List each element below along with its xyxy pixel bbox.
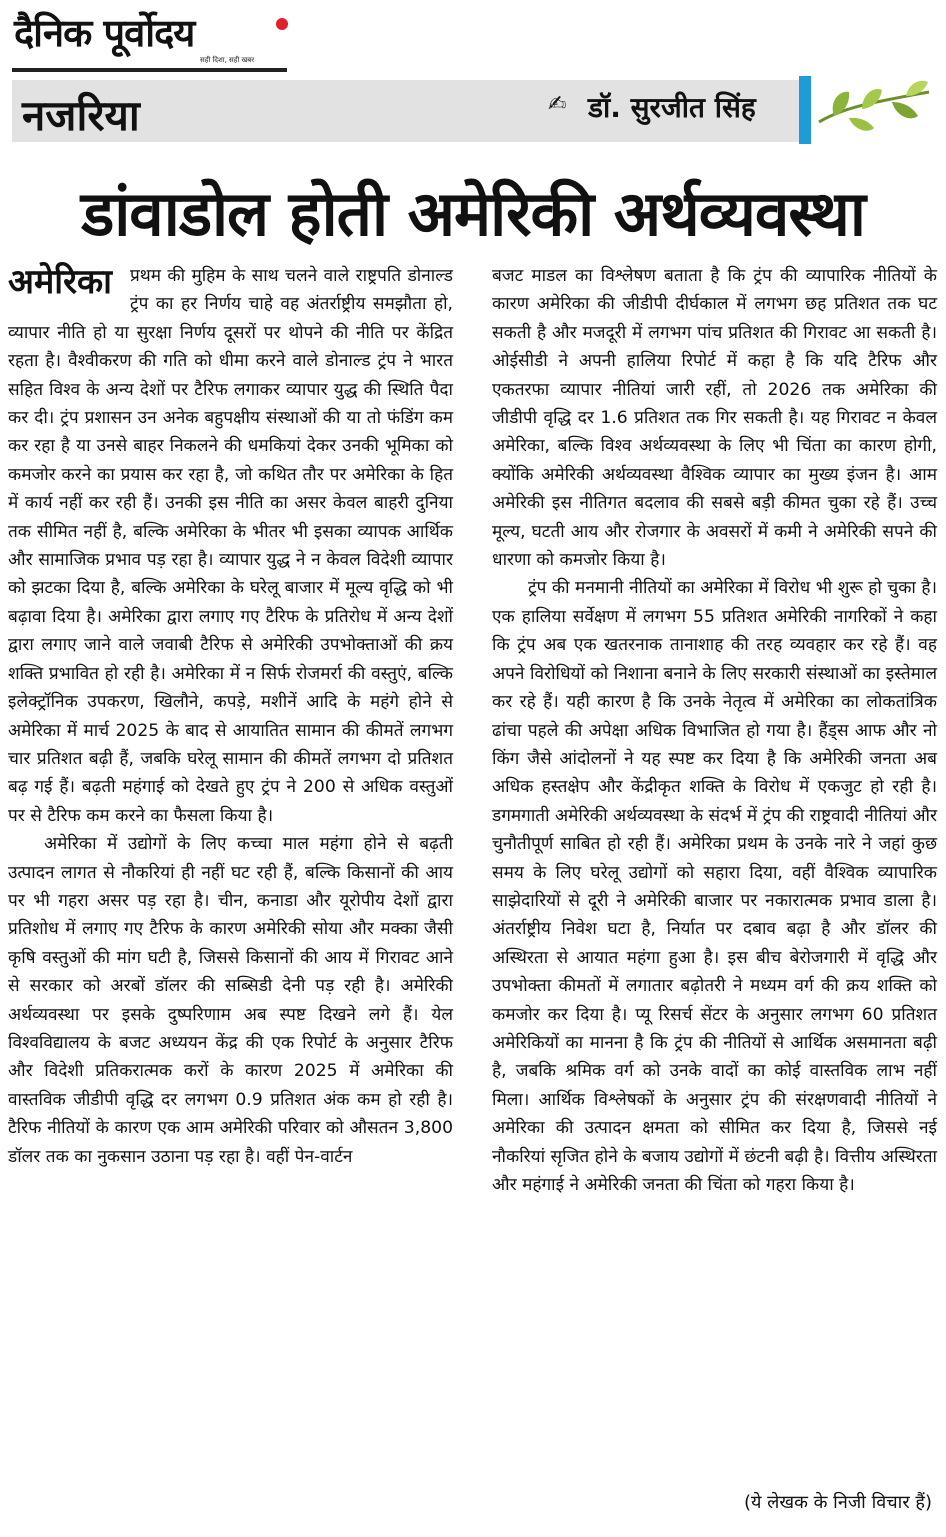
paragraph-1-text: प्रथम की मुहिम के साथ चलने वाले राष्ट्रपति डोनाल्ड ट्रंप का हर निर्णय चाहे वह अंतर्राष्ट्रीय समझौता हो, व्यापार नीति हो या सुरक्षा निर्णय दूसरों पर थोपने की नीति पर केंद्रित रहता है। वैश्वीकरण की गति को धीमा करने वाले डोनाल्ड ट्रंप ने भारत सहित विश्व के अन्य देशों पर टैरिफ लगाकर व्यापार युद्ध की स्थिति पैदा कर दी। ट्रंप प्रशासन उन अनेक बहुपक्षीय संस्थाओं की या तो फंडिंग कम कर रहा है या उनसे बाहर निकलने की धमकियां देकर उनकी भूमिका को कमजोर करने का प्रयास कर रहा है, जो कथित तौर पर अमेरिका के हित में कार्य नहीं कर रही हैं। उनकी इस नीति का असर केवल बाहरी दुनिया तक सीमित नहीं है, बल्कि अमेरिका के भीतर भी इसका व्यापक आर्थिक और सामाजिक प्रभाव पड़ रहा है। व्यापार युद्ध ने न केवल विदेशी व्यापार को झटका दिया है, बल्कि अमेरिका के घरेलू बाजार में मूल्य वृद्धि को भी बढ़ावा दिया है। अमेरिका द्वारा लगाए गए टैरिफ के प्रतिरोध में अन्य देशों द्वारा लगाए जाने वाले जवाबी टैरिफ से अमेरिकी उपभोक्ताओं की क्रय शक्ति प्रभावित हो रही है। अमेरिका में न सिर्फ रोजमर्रा की वस्तुएं, बल्कि इलेक्ट्रॉनिक उपकरण, खिलौने, कपड़े, मशीनें आदि के महंगे होने से अमेरिका में मार्च 2025 के बाद से आयातित सामान की कीमतें लगभग चार प्रतिशत बढ़ी हैं, जबकि घरेलू सामान की कीमतें लगभग दो प्रतिशत बढ़ गई हैं। बढ़ती महंगाई को देखते हुए ट्रंप ने 200 से अधिक वस्तुओं पर से टैरिफ कम करने का फैसला किया है।	[8, 266, 453, 826]
newspaper-tagline: सही दिशा, सही खबर	[200, 56, 255, 64]
section-title: नजरिया	[22, 91, 140, 140]
lead-dropword: अमेरिका	[8, 262, 112, 302]
author-name: डॉ. सुरजीत सिंह	[588, 91, 756, 124]
masthead-dot-icon	[276, 18, 288, 30]
newspaper-name: दैनिक पूर्वोदय	[14, 11, 195, 55]
article-paragraph-2: अमेरिका में उद्योगों के लिए कच्चा माल महंगा होने से बढ़ती उत्पादन लागत से नौकरियां ही नहीं घट रही हैं, बल्कि किसानों की आय पर भी गहरा असर पड़ रहा है। चीन, कनाडा और यूरोपीय देशों द्वारा प्रतिशोध में लगाए गए टैरिफ के कारण अमेरिकी सोया और मक्का जैसी कृषि वस्तुओं की मांग घटी है, जिससे किसानों की आय में गिरावट आने से सरकार को अरबों डॉलर की सब्सिडी देनी पड़ रही है। अमेरिकी अर्थव्यवस्था पर इसके दुष्परिणाम अब स्पष्ट दिखने लगे हैं। येल विश्वविद्यालय के बजट अध्ययन केंद्र की एक रिपोर्ट के अनुसार टैरिफ और विदेशी प्रतिकरात्मक करों के कारण 2025 में अमेरिका की वास्तविक जीडीपी वृद्धि दर लगभग 0.9 प्रतिशत अंक कम हो रही है। टैरिफ नीतियों के कारण एक आम अमेरिकी परिवार को औसतन 3,800 डॉलर तक का नुकसान उठाना पड़ रहा है। वहीं पेन-वार्टन	[8, 834, 453, 1167]
article-paragraph-4: ट्रंप की मनमानी नीतियों का अमेरिका में विरोध भी शुरू हो चुका है। एक हालिया सर्वेक्षण में लगभग 55 प्रतिशत अमेरिकी नागरिकों ने कहा कि ट्रंप अब एक खतरनाक तानाशाह की तरह व्यवहार कर रहे हैं। वह अपने विरोधियों को निशाना बनाने के लिए सरकारी संस्थाओं का इस्तेमाल कर रहे हैं। यही कारण है कि उनके नेतृत्व में अमेरिका का लोकतांत्रिक ढांचा पहले की अपेक्षा अधिक विभाजित हो गया है। हैंड्स आफ और नो किंग जैसे आंदोलनों ने यह स्पष्ट कर दिया है कि अमेरिकी जनता अब अधिक हस्तक्षेप और केंद्रीकृत शक्ति के विरोध में एकजुट हो रही है। डगमगाती अमेरिकी अर्थव्यवस्था के संदर्भ में ट्रंप की राष्ट्रवादी नीतियां और चुनौतीपूर्ण साबित हो रही हैं। अमेरिका प्रथम के उनके नारे ने जहां कुछ समय के लिए घरेलू उद्योगों को सहारा दिया, वहीं वैश्विक व्यापारिक साझेदारियों से दूरी ने अमेरिकी बाजार पर नकारात्मक प्रभाव डाला है। अंतर्राष्ट्रीय निवेश घटा है, निर्यात पर दबाव बढ़ा है और डॉलर की अस्थिरता से आयात महंगा हुआ है। इस बीच बेरोजगारी में वृद्धि और उपभोक्ता कीमतों में लगातार बढ़ोतरी ने मध्यम वर्ग की क्रय शक्ति को कमजोर कर दिया है। प्यू रिसर्च सेंटर के अनुसार लगभग 60 प्रतिशत अमेरिकियों का मानना है कि ट्रंप की नीतियों से आर्थिक असमानता बढ़ी है, जबकि श्रमिक वर्ग को उनके वादों का कोई वास्तविक लाभ नहीं मिला। आर्थिक विश्लेषकों के अनुसार ट्रंप की संरक्षणवादी नीतियों ने अमेरिका की उत्पादन क्षमता को सीमित कर दिया है, जिससे नई नौकरियां सृजित होने के बजाय उद्योगों में छंटनी बढ़ी है। वित्तीय अस्थिरता और महंगाई ने अमेरिकी जनता की चिंता को गहरा किया है।	[492, 578, 937, 1195]
masthead-rule	[12, 68, 287, 72]
pen-icon: ✍	[548, 92, 567, 117]
author-disclaimer: (ये लेखक के निजी विचार हैं)	[743, 1492, 932, 1513]
article-column-left	[8, 262, 453, 1171]
article-headline: डांवाडोल होती अमेरिकी अर्थव्यवस्था	[81, 177, 865, 250]
article-column-right	[492, 262, 937, 1199]
article-paragraph-1	[8, 262, 453, 830]
accent-bar	[799, 76, 811, 144]
leaf-decoration-icon	[814, 72, 934, 142]
masthead	[12, 6, 287, 68]
article-paragraph-3: बजट माडल का विश्लेषण बताता है कि ट्रंप की व्यापारिक नीतियों के कारण अमेरिका की जीडीपी दीर्घकाल में लगभग छह प्रतिशत तक घट सकती है और मजदूरी में लगभग पांच प्रतिशत की गिरावट आ सकती है। ओईसीडी ने अपनी हालिया रिपोर्ट में कहा है कि यदि टैरिफ और एकतरफा व्यापार नीतियां जारी रहीं, तो 2026 तक अमेरिका की जीडीपी वृद्धि दर 1.6 प्रतिशत तक गिर सकती है। यह गिरावट न केवल अमेरिका, बल्कि विश्व अर्थव्यवस्था के लिए भी चिंता का कारण होगी, क्योंकि अमेरिकी अर्थव्यवस्था वैश्विक व्यापार का मुख्य इंजन है। आम अमेरिकी इस नीतिगत बदलाव की सबसे बड़ी कीमत चुका रहे हैं। उच्च मूल्य, घटती आय और रोजगार के अवसरों में कमी ने अमेरिकी सपने की धारणा को कमजोर किया है।	[492, 266, 937, 571]
